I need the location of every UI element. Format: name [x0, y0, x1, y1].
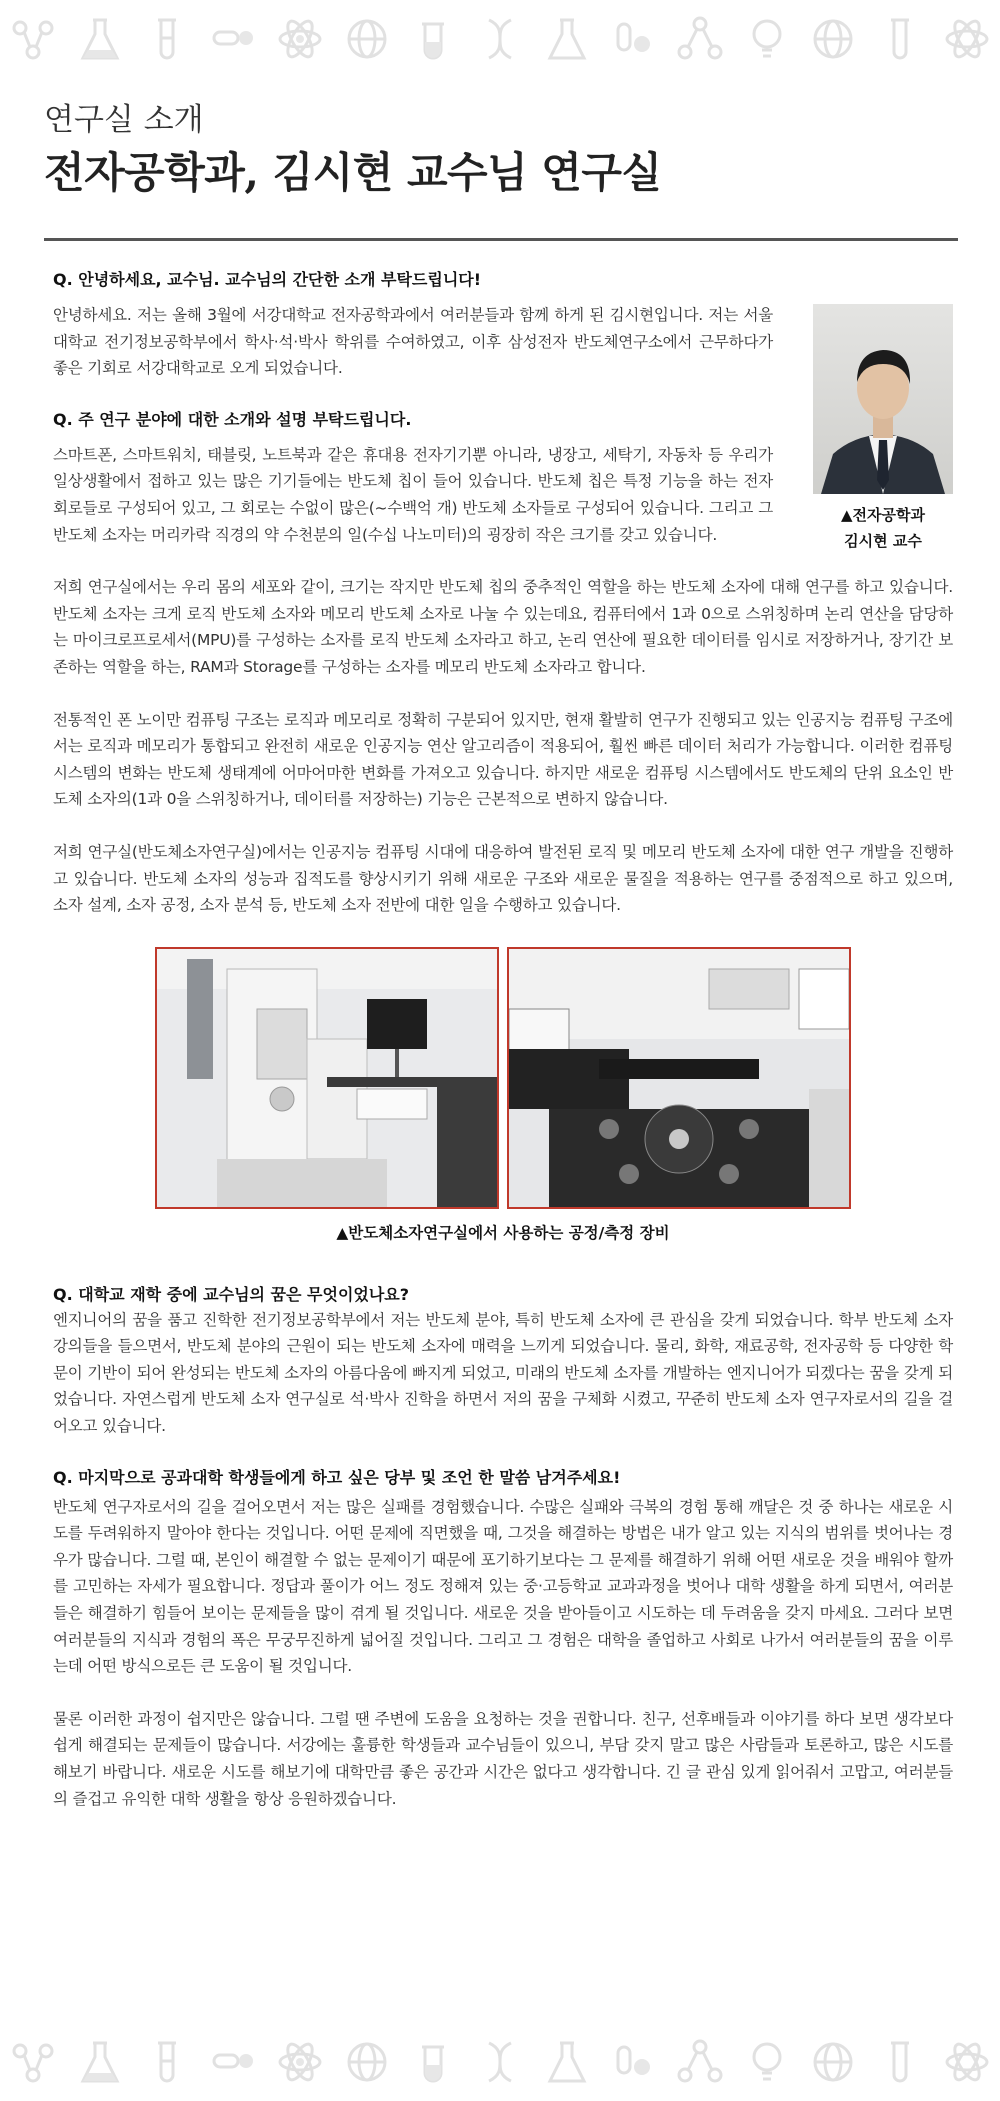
molecule-icon — [675, 2037, 725, 2087]
globe-icon — [808, 14, 858, 64]
test-tube-icon — [408, 14, 458, 64]
profile-caption-name: 김시현 교수 — [844, 532, 922, 550]
pills-icon — [608, 14, 658, 64]
article-header — [44, 100, 958, 200]
professor-profile — [813, 304, 953, 554]
dna-icon — [475, 2037, 525, 2087]
question-heading: Q. 안녕하세요, 교수님. 교수님의 간단한 소개 부탁드립니다! — [53, 270, 482, 289]
molecule-icon — [8, 2037, 58, 2087]
intro-block — [53, 268, 953, 548]
test-tube-icon — [875, 2037, 925, 2087]
globe-icon — [342, 14, 392, 64]
article-body — [53, 268, 953, 1812]
lightbulb-icon — [742, 2037, 792, 2087]
lightbulb-icon — [742, 14, 792, 64]
equipment-figure — [53, 947, 953, 1209]
equipment-photo-left — [155, 947, 499, 1209]
atom-icon — [275, 2037, 325, 2087]
bottom-decorative-pattern — [0, 2023, 1000, 2101]
answer-paragraph: 저희 연구실에서는 우리 몸의 세포와 같이, 크기는 작지만 반도체 칩의 중추적인 역할을 하는 반도체 소자에 대해 연구를 하고 있습니다. 반도체 소자는 크게 로직 반도체 소자와 메모리 반도체 소자로 나눌 수 있는데요, 컴퓨터에서 1과 0으로 스위칭하며 논리 연산을 담당하는 마이크로프로세서(MPU)를 구성하는 소자를 로직 반도체 소자라고 하고, 논리 연산에 필요한 데이터를 임시로 저장하거나, 장기간 보존하는 역할을 하는, RAM과 Storage를 구성하는 소자를 메모리 반도체 소자라고 합니다. — [53, 578, 953, 676]
page-title: 전자공학과, 김시현 교수님 연구실 — [44, 148, 662, 197]
pills-icon — [608, 2037, 658, 2087]
question-heading: Q. 대학교 재학 중에 교수님의 꿈은 무엇이었나요? — [53, 1284, 410, 1304]
flask-icon — [542, 14, 592, 64]
atom-icon — [942, 2037, 992, 2087]
answer-paragraph: 저희 연구실(반도체소자연구실)에서는 인공지능 컴퓨팅 시대에 대응하여 발전된 로직 및 메모리 반도체 소자에 대한 연구 개발을 진행하고 있습니다. 반도체 소자의 성능과 집적도를 향상시키기 위해 새로운 구조와 새로운 물질을 적용하는 연구를 중점적으로 하고 있으며, 소자 설계, 소자 공정, 소자 분석 등, 반도체 소자 전반에 대한 일을 수행하고 있습니다. — [53, 842, 953, 915]
answer-paragraph: 물론 이러한 과정이 쉽지만은 않습니다. 그럴 땐 주변에 도움을 요청하는 것을 권합니다. 친구, 선후배들과 이야기를 하다 보면 생각보다 쉽게 해결되는 문제들이 많습니다. 서강에는 훌륭한 학생들과 교수님들이 있으니, 부담 갖지 말고 많은 사람들과 토론하고, 많은 시도를 해보기 바랍니다. 새로운 시도를 해보기에 대학만큼 좋은 공간과 시간은 없다고 생각합니다. 긴 글 관심 있게 읽어줘서 고맙고, 여러분들의 즐겁고 유익한 대학 생활을 항상 응원하겠습니다. — [53, 1709, 953, 1808]
figure-caption: ▲반도체소자연구실에서 사용하는 공정/측정 장비 — [336, 1223, 670, 1242]
test-tube-icon — [875, 14, 925, 64]
answer-paragraph: 스마트폰, 스마트워치, 태블릿, 노트북과 같은 휴대용 전자기기뿐 아니라, 냉장고, 세탁기, 자동차 등 우리가 일상생활에서 접하고 있는 많은 기기들에는 반도체 칩이 들어 있습니다. 반도체 칩은 특정 기능을 하는 전자회로들로 구성되어 있고, 그 회로는 수없이 많은(~수백억 개) 반도체 소자들로 구성되어 있습니다. 그리고 그 반도체 소자는 머리카락 직경의 약 수천분의 일(수십 나노미터)의 굉장히 작은 크기를 갖고 있습니다. — [53, 445, 773, 544]
section-kicker: 연구실 소개 — [44, 102, 204, 138]
atom-icon — [275, 14, 325, 64]
header-divider — [44, 238, 958, 241]
flask-icon — [75, 2037, 125, 2087]
flask-icon — [542, 2037, 592, 2087]
dna-icon — [475, 14, 525, 64]
molecule-icon — [675, 14, 725, 64]
test-tube-icon — [408, 2037, 458, 2087]
question-heading: Q. 마지막으로 공과대학 학생들에게 하고 싶은 당부 및 조언 한 말씀 남겨주세요! — [53, 1467, 621, 1487]
atom-icon — [942, 14, 992, 64]
professor-photo — [813, 304, 953, 494]
flask-icon — [75, 14, 125, 64]
globe-icon — [808, 2037, 858, 2087]
profile-caption-dept: ▲전자공학과 — [841, 506, 925, 524]
answer-paragraph: 반도체 연구자로서의 길을 걸어오면서 저는 많은 실패를 경험했습니다. 수많은 실패와 극복의 경험 통해 깨달은 것 중 하나는 새로운 시도를 두려워하지 말아야 한다는 것입니다. 어떤 문제에 직면했을 때, 그것을 해결하는 방법은 내가 알고 있는 지식의 범위를 벗어나는 경우가 많습니다. 그럴 때, 본인이 해결할 수 없는 문제이기 때문에 포기하기보다는 그 문제를 해결하기 위해 어떤 새로운 것을 배워야 할까를 고민하는 자세가 필요합니다. 정답과 풀이가 어느 정도 정해져 있는 중·고등학교 교과과정을 벗어나 대학 생활을 하게 되면서, 여러분들은 해결하기 힘들어 보이는 문제들을 많이 겪게 될 것입니다. 새로운 것을 받아들이고 시도하는 데 두려움을 갖지 마세요. 그러다 보면 여러분들의 지식과 경험의 폭은 무궁무진하게 넓어질 것입니다. 그리고 그 경험은 대학을 졸업하고 사회로 나가서 여러분들의 꿈을 이루는데 어떤 방식으로든 큰 도움이 될 것입니다. — [53, 1497, 953, 1676]
equipment-photo-right — [507, 947, 851, 1209]
answer-paragraph: 전통적인 폰 노이만 컴퓨팅 구조는 로직과 메모리로 정확히 구분되어 있지만, 현재 활발히 연구가 진행되고 있는 인공지능 컴퓨팅 구조에서는 로직과 메모리가 통합되고 완전히 새로운 인공지능 연산 알고리즘이 적용되어, 훨씬 빠른 데이터 처리가 가능합니다. 이러한 컴퓨팅 시스템의 변화는 반도체 생태계에 어마어마한 변화를 가져오고 있습니다. 하지만 새로운 컴퓨팅 시스템에서도 반도체의 단위 요소인 반도체 소자의(1과 0을 스위칭하거나, 데이터를 저장하는) 기능은 근본적으로 변하지 않습니다. — [53, 710, 953, 809]
question-heading: Q. 주 연구 분야에 대한 소개와 설명 부탁드립니다. — [53, 409, 412, 429]
answer-paragraph: 엔지니어의 꿈을 품고 진학한 전기정보공학부에서 저는 반도체 분야, 특히 반도체 소자에 큰 관심을 갖게 되었습니다. 학부 반도체 소자 강의들을 들으면서, 반도체 분야의 근원이 되는 반도체 소자에 매력을 느끼게 되었습니다. 물리, 화학, 재료공학, 전자공학 등 다양한 학문이 기반이 되어 완성되는 반도체 소자의 아름다움에 빠지게 되었고, 미래의 반도체 소자를 개발하는 엔지니어가 되겠다는 꿈을 갖게 되었습니다. 자연스럽게 반도체 소자 연구실로 석·박사 진학을 하면서 저의 꿈을 구체화 시켰고, 꾸준히 반도체 소자 연구자로서의 길을 걸어오고 있습니다. — [53, 1310, 953, 1436]
pills-icon — [208, 2037, 258, 2087]
globe-icon — [342, 2037, 392, 2087]
pills-icon — [208, 14, 258, 64]
top-decorative-pattern — [0, 0, 1000, 78]
test-tube-icon — [142, 14, 192, 64]
molecule-icon — [8, 14, 58, 64]
answer-paragraph: 안녕하세요. 저는 올해 3월에 서강대학교 전자공학과에서 여러분들과 함께 하게 된 김시현입니다. 저는 서울대학교 전기정보공학부에서 학사·석·박사 학위를 수여하였고, 이후 삼성전자 반도체연구소에서 근무하다가 좋은 기회로 서강대학교로 오게 되었습니다. — [53, 306, 773, 378]
test-tube-icon — [142, 2037, 192, 2087]
